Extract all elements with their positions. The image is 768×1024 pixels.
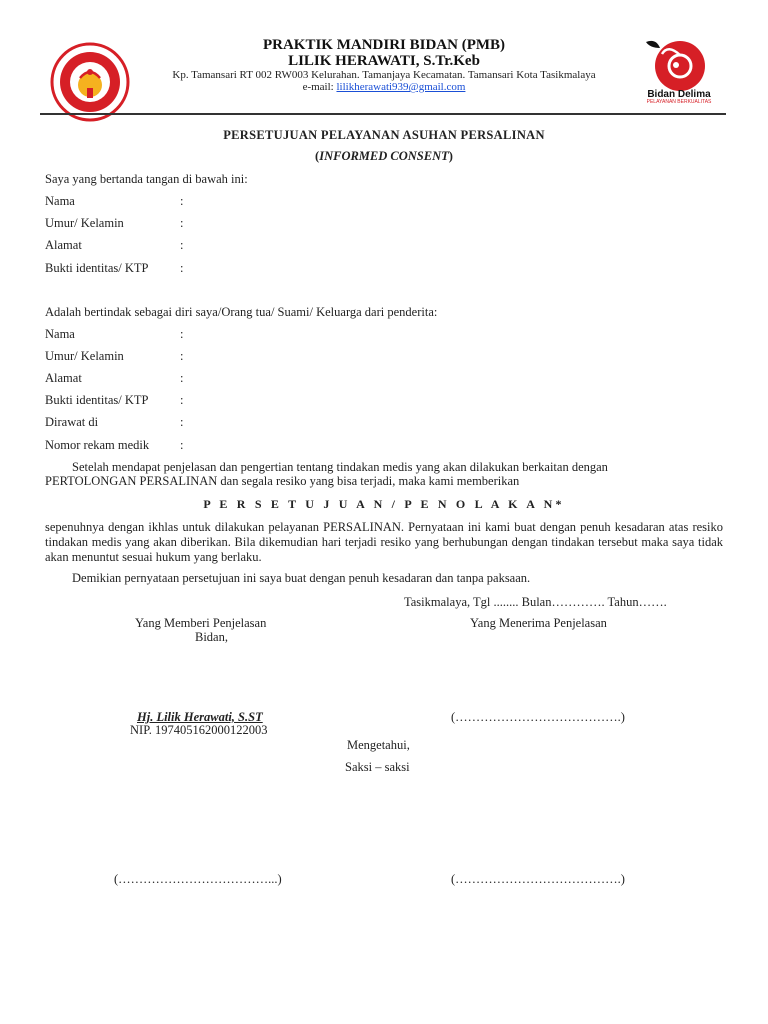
header-divider — [40, 113, 726, 115]
decision-heading — [0, 497, 768, 512]
signer-left-name: Hj. Lilik Herawati, S.ST — [137, 710, 263, 724]
bidan-delima-tagline: PELAYANAN BERKUALITAS — [646, 99, 712, 105]
acknowledged-text: Mengetahui, — [347, 738, 410, 752]
witnesses-text: Saksi – saksi — [345, 760, 410, 774]
field-colon: : — [180, 194, 184, 208]
document-title: PERSETUJUAN PELAYANAN ASUHAN PERSALINAN — [223, 128, 545, 142]
place-date: Tasikmalaya, Tgl ........ Bulan…………. Tahun……. — [404, 595, 667, 609]
signer-right-blank: (………………………………….) — [451, 710, 625, 724]
field-colon: : — [180, 216, 184, 230]
signer-left-label: Yang Memberi Penjelasan — [135, 616, 267, 630]
field-label-ktp: Bukti identitas/ KTP — [45, 393, 149, 407]
document-subtitle — [0, 149, 768, 164]
field-colon: : — [180, 415, 184, 429]
field-label-umur: Umur/ Kelamin — [45, 216, 124, 230]
subtitle-close-paren: ) — [448, 149, 453, 163]
header-address: Kp. Tamansari RT 002 RW003 Kelurahan. Tamanjaya Kecamatan. Tamansari Kota Tasikmalaya — [172, 69, 596, 81]
field-label-alamat: Alamat — [45, 371, 82, 385]
field-colon: : — [180, 261, 184, 275]
acting-text: Adalah bertindak sebagai diri saya/Orang tua/ Suami/ Keluarga dari penderita: — [45, 305, 438, 319]
signer-right-label: Yang Menerima Penjelasan — [470, 616, 607, 630]
header-title-line1: PRAKTIK MANDIRI BIDAN (PMB) — [262, 37, 506, 53]
field-colon: : — [180, 238, 184, 252]
field-label-nama: Nama — [45, 327, 75, 341]
paragraph3: Demikian pernyataan persetujuan ini saya buat dengan penuh kesadaran dan tanpa paksaan. — [72, 571, 531, 585]
field-label-alamat: Alamat — [45, 238, 82, 252]
field-colon: : — [180, 438, 184, 452]
field-label-rekam-medik: Nomor rekam medik — [45, 438, 150, 452]
field-colon: : — [180, 393, 184, 407]
intro-text: Saya yang bertanda tangan di bawah ini: — [45, 172, 248, 186]
bidan-delima-brand: Bidan Delima — [647, 89, 711, 100]
email-link[interactable]: lilikherawati939@gmail.com — [336, 81, 466, 93]
witness-left-blank: (………………………………...) — [114, 872, 282, 886]
field-colon: : — [180, 327, 184, 341]
paragraph1-line1: Setelah mendapat penjelasan dan pengertian tentang tindakan medis yang akan dilakukan berkaitan dengan — [72, 460, 608, 474]
paragraph2: sepenuhnya dengan ikhlas untuk dilakukan pelayanan PERSALINAN. Pernyataan ini kami buat dengan penuh kesadaran atas resiko tindakan medis yang akan diberikan. Bila dikemudian hari terjadi resiko yang berhubungan dengan tindakan tersebut maka saya tidak akan menuntut sesuai hukum yang berlaku. — [45, 520, 723, 564]
field-label-nama: Nama — [45, 194, 75, 208]
field-label-dirawat: Dirawat di — [45, 415, 99, 429]
header-title-line2: LILIK HERAWATI, S.Tr.Keb — [288, 53, 480, 69]
signer-left-nip: NIP. 197405162000122003 — [130, 723, 268, 737]
email-label: e-mail: — [302, 81, 334, 93]
paragraph1-line2: PERTOLONGAN PERSALINAN dan segala resiko yang bisa terjadi, maka kami memberikan — [45, 474, 520, 488]
decision-text: P E R S E T U J U A N / P E N O L A K A N* — [203, 497, 565, 511]
field-label-ktp: Bukti identitas/ KTP — [45, 261, 149, 275]
field-label-umur: Umur/ Kelamin — [45, 349, 124, 363]
subtitle-open-paren: ( — [315, 149, 320, 163]
subtitle-text: INFORMED CONSENT — [319, 149, 449, 163]
signer-left-role: Bidan, — [195, 630, 228, 644]
field-colon: : — [180, 371, 184, 385]
field-colon: : — [180, 349, 184, 363]
witness-right-blank: (………………………………….) — [451, 872, 625, 886]
